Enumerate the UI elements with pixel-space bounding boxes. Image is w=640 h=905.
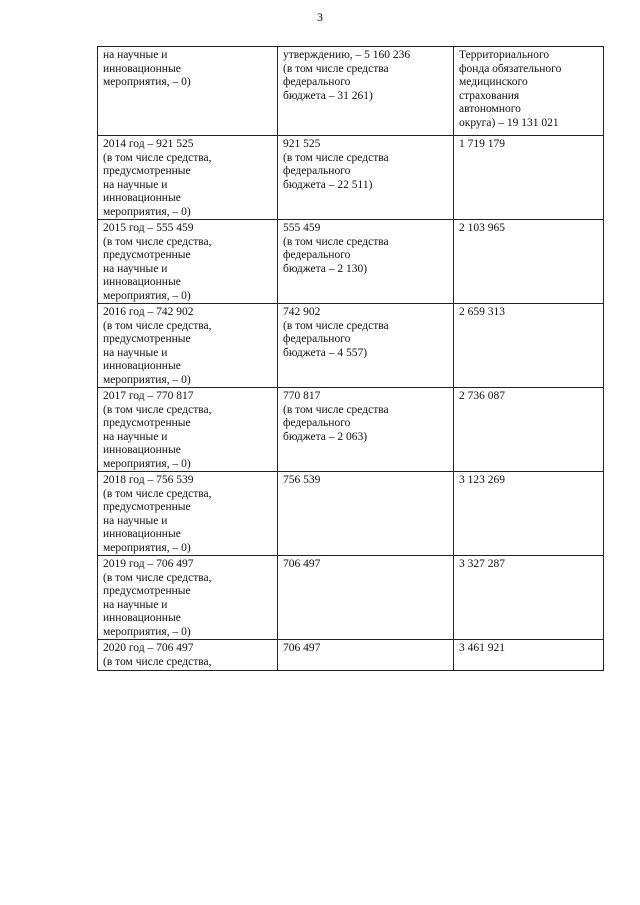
table-cell-fund: 2 103 965 — [454, 220, 604, 304]
table-cell-fund: 1 719 179 — [454, 136, 604, 220]
table-cell-fund: 3 123 269 — [454, 472, 604, 556]
table-cell-period: 2019 год – 706 497 (в том числе средства, предусмотренные на научные и инновационные мероприятия, – 0) — [98, 556, 278, 640]
table-cell-fund: 3 327 287 — [454, 556, 604, 640]
table-cell-budget: 742 902 (в том числе средства федерального бюджета – 4 557) — [278, 304, 454, 388]
table-cell-budget: утверждению, – 5 160 236 (в том числе средства федерального бюджета – 31 261) — [278, 47, 454, 136]
page-number: 3 — [317, 10, 323, 24]
table-row — [98, 640, 604, 671]
table-row — [98, 388, 604, 472]
table-row — [98, 47, 604, 136]
table-cell-period: на научные и инновационные мероприятия, – 0) — [98, 47, 278, 136]
table-cell-fund: 2 736 087 — [454, 388, 604, 472]
table-cell-period: 2017 год – 770 817 (в том числе средства, предусмотренные на научные и инновационные мероприятия, – 0) — [98, 388, 278, 472]
table-row — [98, 220, 604, 304]
table-cell-budget: 756 539 — [278, 472, 454, 556]
table-cell-budget: 706 497 — [278, 556, 454, 640]
table-cell-budget: 706 497 — [278, 640, 454, 671]
table-cell-budget: 770 817 (в том числе средства федерального бюджета – 2 063) — [278, 388, 454, 472]
table-cell-budget: 555 459 (в том числе средства федерального бюджета – 2 130) — [278, 220, 454, 304]
table-cell-fund: 2 659 313 — [454, 304, 604, 388]
table-row — [98, 556, 604, 640]
table-cell-period: 2014 год – 921 525 (в том числе средства, предусмотренные на научные и инновационные мероприятия, – 0) — [98, 136, 278, 220]
table-row — [98, 304, 604, 388]
table-cell-fund: 3 461 921 — [454, 640, 604, 671]
table-cell-period: 2016 год – 742 902 (в том числе средства, предусмотренные на научные и инновационные мероприятия, – 0) — [98, 304, 278, 388]
table-cell-fund: Территориального фонда обязательного медицинского страхования автономного округа) – 19 131 021 — [454, 47, 604, 136]
budget-table — [97, 46, 604, 671]
table-cell-period: 2018 год – 756 539 (в том числе средства, предусмотренные на научные и инновационные мероприятия, – 0) — [98, 472, 278, 556]
table-cell-period: 2020 год – 706 497 (в том числе средства, — [98, 640, 278, 671]
table-row — [98, 136, 604, 220]
table-row — [98, 472, 604, 556]
table-cell-period: 2015 год – 555 459 (в том числе средства, предусмотренные на научные и инновационные мероприятия, – 0) — [98, 220, 278, 304]
table-cell-budget: 921 525 (в том числе средства федерального бюджета – 22 511) — [278, 136, 454, 220]
